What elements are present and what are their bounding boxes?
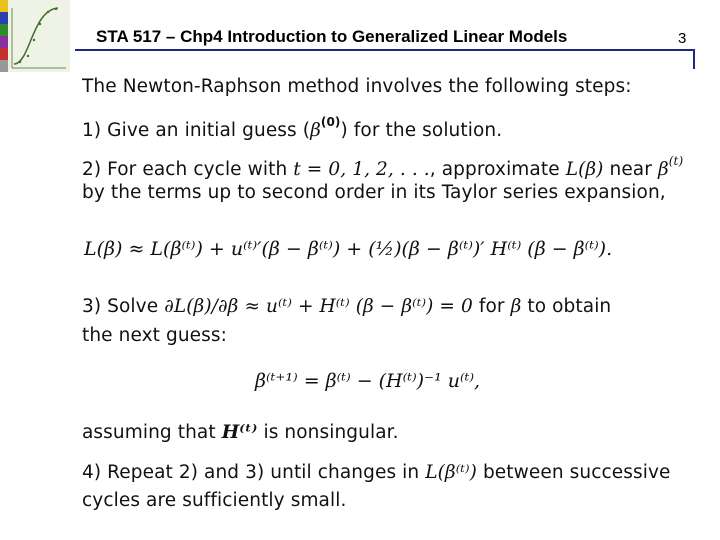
step-4-text: 4) Repeat 2) and 3) until changes in [82,462,420,483]
superscript-t: (t) [668,154,684,168]
step-1-text-end: ) for the solution. [340,120,503,141]
step-2-mid: , approximate [429,159,560,180]
step-2 [82,154,683,180]
loglik-symbol: L(β) [565,159,604,180]
header-rule [75,49,695,51]
cycle-index: t = 0, 1, 2, . . . [293,159,430,180]
step-1-text: 1) Give an initial guess ( [82,120,311,141]
step-3-for: for [478,296,505,317]
beta-t: β [657,159,669,180]
step-2-near: near [609,159,652,180]
beta-symbol-2: β [510,296,522,317]
assumption-end: is nonsingular. [263,422,399,443]
score-equation: ∂L(β)/∂β ≈ u⁽ᵗ⁾ + H⁽ᵗ⁾ (β − β⁽ᵗ⁾) = 0 [164,296,473,317]
newton-update-equation: β⁽ᵗ⁺¹⁾ = β⁽ᵗ⁾ − (H⁽ᵗ⁾)⁻¹ u⁽ᵗ⁾, [255,370,481,392]
step-3 [82,296,611,317]
step-2-text: 2) For each cycle with [82,159,288,180]
assumption-text: assuming that [82,422,216,443]
header-rule-corner [693,49,695,69]
superscript-0: (0) [320,115,341,129]
slide-header-title: STA 517 – Chp4 Introduction to Generalized Linear Models [96,27,568,46]
intro-text: The Newton-Raphson method involves the following steps: [82,76,632,97]
step-4 [82,462,670,483]
step-4-continuation: cycles are sufficiently small. [82,490,347,511]
step-3-continuation: the next guess: [82,325,227,346]
beta-symbol: β [310,120,321,141]
step-2-continuation: by the terms up to second order in its Taylor series expansion, [82,182,666,203]
step-1 [82,115,502,141]
step-3-end: to obtain [527,296,612,317]
step-3-text: 3) Solve [82,296,159,317]
loglik-at-beta-t: L(β⁽ᵗ⁾) [425,462,477,483]
taylor-expansion-equation: L(β) ≈ L(β⁽ᵗ⁾) + u⁽ᵗ⁾′(β − β⁽ᵗ⁾) + (½)(β − β⁽ᵗ⁾)′ H⁽ᵗ⁾ (β − β⁽ᵗ⁾). [84,238,613,260]
page-number: 3 [678,30,687,47]
course-logo [0,0,70,72]
hessian-symbol: H⁽ᵗ⁾ [221,422,258,443]
assumption-line [82,422,399,443]
step-4-post: between successive [482,462,671,483]
